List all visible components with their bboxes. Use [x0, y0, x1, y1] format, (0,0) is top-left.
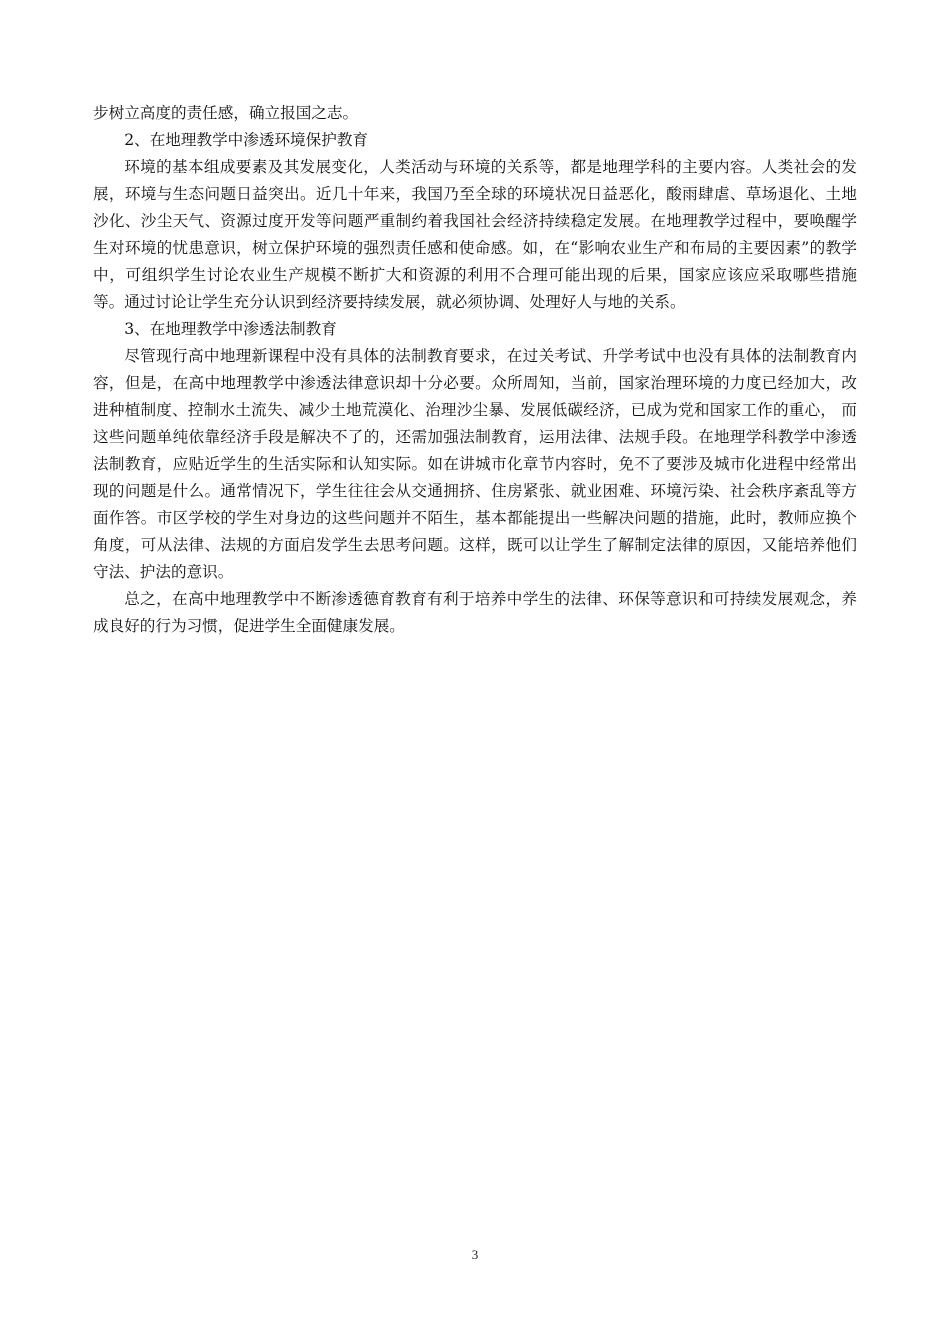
document-body — [93, 100, 857, 640]
paragraph-continuation: 步树立高度的责任感，确立报国之志。 — [93, 104, 359, 122]
paragraph-conclusion: 总之，在高中地理教学中不断渗透德育教育有利于培养中学生的法律、环保等意识和可持续发展观念，养成良好的行为习惯，促进学生全面健康发展。 — [93, 590, 857, 635]
section-heading-law: 3、在地理教学中渗透法制教育 — [124, 320, 337, 338]
page-number: 3 — [471, 1247, 479, 1262]
paragraph-law: 尽管现行高中地理新课程中没有具体的法制教育要求，在过关考试、升学考试中也没有具体的法制教育内容，但是，在高中地理教学中渗透法律意识却十分必要。众所周知，当前，国家治理环境的力度已经加大，改进种植制度、控制水土流失、减少土地荒漠化、治理沙尘暴、发展低碳经济，已成为党和国家工作的重心， 而这些问题单纯依靠经济手段是解决不了的，还需加强法制教育，运用法律、法规手段。在地理学科教学中渗透法制教育，应贴近学生的生活实际和认知实际。如在讲城市化章节内容时，免不了要涉及城市化进程中经常出现的问题是什么。通常情况下，学生往往会从交通拥挤、住房紧张、就业困难、环境污染、社会秩序紊乱等方面作答。市区学校的学生对身边的这些问题并不陌生，基本都能提出一些解决问题的措施，此时，教师应换个角度，可从法律、法规的方面启发学生去思考问题。这样，既可以让学生了解制定法律的原因，又能培养他们守法、护法的意识。 — [93, 347, 857, 581]
paragraph-environment: 环境的基本组成要素及其发展变化，人类活动与环境的关系等，都是地理学科的主要内容。人类社会的发展，环境与生态问题日益突出。近几十年来，我国乃至全球的环境状况日益恶化，酸雨肆虐、草场退化、土地沙化、沙尘天气、资源过度开发等问题严重制约着我国社会经济持续稳定发展。在地理教学过程中，要唤醒学生对环境的忧患意识，树立保护环境的强烈责任感和使命感。如，在“影响农业生产和布局的主要因素”的教学中，可组织学生讨论农业生产规模不断扩大和资源的利用不合理可能出现的后果，国家应该应采取哪些措施等。通过讨论让学生充分认识到经济要持续发展，就必须协调、处理好人与地的关系。 — [93, 158, 857, 311]
section-heading-environment: 2、在地理教学中渗透环境保护教育 — [124, 131, 369, 149]
